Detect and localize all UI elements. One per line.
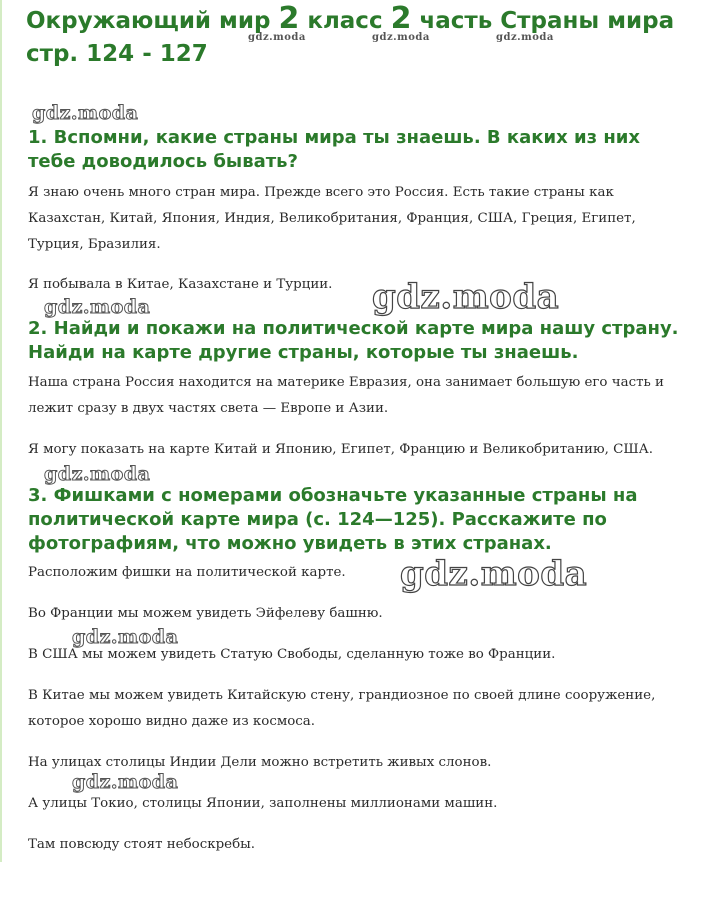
watermark: gdz.moda [400, 554, 588, 594]
watermark: gdz.moda [372, 32, 430, 43]
page-title [26, 2, 696, 71]
answer-paragraph: В США мы можем увидеть Статую Свободы, сделанную тоже во Франции. [28, 647, 556, 662]
watermark: gdz.moda [72, 771, 179, 793]
watermark: gdz.moda [44, 296, 151, 318]
answer-paragraph: На улицах столицы Индии Дели можно встретить живых слонов. [28, 755, 492, 770]
title-grade-number: 2 [278, 1, 300, 36]
answer-paragraph: Во Франции мы можем увидеть Эйфелеву башню. [28, 606, 383, 621]
answer-paragraph: Расположим фишки на политической карте. [28, 565, 346, 580]
answer-paragraph: Я могу показать на карте Китай и Японию, Египет, Францию и Великобританию, США. [28, 442, 654, 457]
watermark: gdz.moda [72, 626, 179, 648]
answer-paragraph: А улицы Токио, столицы Японии, заполнены миллионами машин. [28, 796, 498, 811]
title-text: часть Страны мира стр. 124 - 127 [26, 8, 675, 67]
watermark: gdz.moda [248, 32, 306, 43]
title-text: Окружающий мир [26, 8, 279, 34]
title-part-number: 2 [390, 1, 412, 36]
question-heading: 3. Фишками с номерами обозначьте указанные страны на политической карте мира (с. 124—125). Расскажите по фотографиям, что можно увидеть в этих странах. [28, 485, 638, 554]
watermark: gdz.moda [32, 102, 139, 124]
title-text: класс [299, 8, 391, 34]
answer-paragraph: В Китае мы можем увидеть Китайскую стену, грандиозное по своей длине сооружение, которое хорошо видно даже из космоса. [28, 688, 656, 729]
watermark: gdz.moda [372, 277, 560, 317]
answer-paragraph: Наша страна Россия находится на материке Евразия, она занимает большую его часть и лежит сразу в двух частях света — Европе и Азии. [28, 375, 664, 416]
watermark: gdz.moda [44, 463, 151, 485]
question-heading: 1. Вспомни, какие страны мира ты знаешь. В каких из них тебе доводилось бывать? [28, 127, 640, 172]
watermark: gdz.moda [496, 32, 554, 43]
left-border-line [0, 0, 2, 862]
answer-paragraph: Там повсюду стоят небоскребы. [28, 837, 256, 852]
answer-paragraph: Я побывала в Китае, Казахстане и Турции. [28, 277, 333, 292]
question-heading: 2. Найди и покажи на политической карте мира нашу страну. Найди на карте другие страны, которые ты знаешь. [28, 318, 679, 363]
answer-paragraph: Я знаю очень много стран мира. Прежде всего это Россия. Есть такие страны как Казахстан, Китай, Япония, Индия, Великобритания, Франция, США, Греция, Египет, Турция, Бразилия. [28, 185, 636, 252]
